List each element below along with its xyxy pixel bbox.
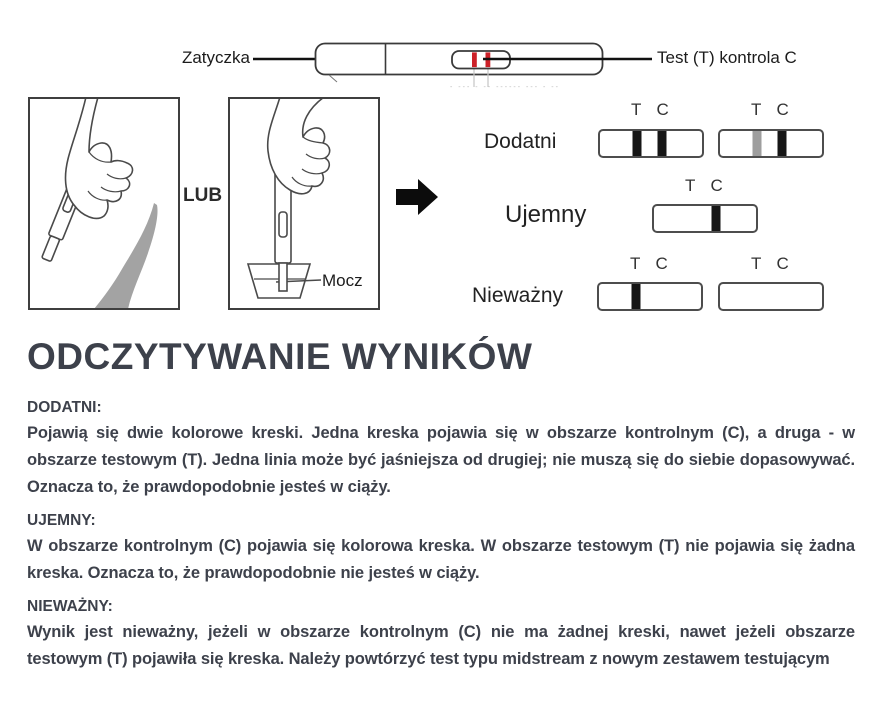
t-label: T bbox=[684, 176, 696, 195]
strip-negative bbox=[652, 204, 758, 233]
section-body-invalid: Wynik jest nieważny, jeżeli w obszarze kontrolnym (C) nie ma żadnej kreski, nawet jeżeli obszarze testowym (T) pojawiła się kreska. Należy powtórzyć test typu midstream z nowym zestawem testującym bbox=[27, 623, 855, 668]
section-body-positive: Pojawią się dwie kolorowe kreski. Jedna kreska pojawia się w obszarze kontrolnym (C), a druga - w obszarze testowym (T). Jedna linia może być jaśniejsza od drugiej; nie muszą się do siebie dopasowywać. Oznacza to, że prawdopodobnie jesteś w ciąży. bbox=[27, 424, 855, 496]
or-label: LUB bbox=[183, 185, 223, 206]
strip-line-c bbox=[778, 131, 787, 156]
t-label: T bbox=[629, 254, 641, 273]
c-label: C bbox=[776, 254, 789, 273]
strip-line-c bbox=[712, 206, 721, 231]
hand-shape bbox=[66, 97, 133, 218]
strip-line-c bbox=[658, 131, 667, 156]
tc-labels bbox=[598, 100, 704, 120]
window-test-line bbox=[472, 52, 477, 67]
section-heading-negative: UJEMNY: bbox=[27, 512, 96, 529]
result-label-positive: Dodatni bbox=[484, 130, 557, 153]
result-label-invalid: Nieważny bbox=[472, 284, 564, 307]
faded-text-artifact: - --- - -- ------ --- - -- bbox=[450, 84, 560, 91]
strip-positive-1 bbox=[598, 129, 704, 158]
c-label: C bbox=[656, 100, 669, 119]
result-label-negative: Ujemny bbox=[505, 201, 587, 228]
page-title: ODCZYTYWANIE WYNIKÓW bbox=[27, 336, 533, 377]
c-label: C bbox=[655, 254, 668, 273]
c-label: C bbox=[710, 176, 723, 195]
window-label: Test (T) kontrola C bbox=[657, 48, 797, 67]
stick-window bbox=[279, 212, 287, 237]
stick-tip bbox=[42, 236, 60, 262]
c-label: C bbox=[776, 100, 789, 119]
t-label: T bbox=[750, 100, 762, 119]
t-label: T bbox=[630, 100, 642, 119]
strip-line-t bbox=[752, 131, 761, 156]
strip-positive-2 bbox=[718, 129, 824, 158]
reading-results-section bbox=[27, 334, 855, 683]
section-heading-positive: DODATNI: bbox=[27, 399, 102, 416]
right-arrow-icon bbox=[396, 176, 440, 218]
t-label: T bbox=[750, 254, 762, 273]
tc-labels bbox=[718, 254, 824, 274]
section-body-negative: W obszarze kontrolnym (C) pojawia się kolorowa kreska. W obszarze testowym (T) nie pojawia się żadna kreska. Oznacza to, że prawdopodobnie nie jesteś w ciąży. bbox=[27, 537, 855, 582]
tc-labels bbox=[597, 254, 703, 274]
strip-line-t bbox=[631, 284, 640, 309]
illustration-urine-stream bbox=[28, 97, 180, 310]
test-device-diagram bbox=[250, 38, 660, 102]
section-heading-invalid: NIEWAŻNY: bbox=[27, 598, 113, 615]
tc-labels bbox=[718, 100, 824, 120]
strip-invalid-1 bbox=[597, 282, 703, 311]
urine-stream-shape bbox=[94, 203, 158, 309]
cap-tick bbox=[329, 75, 337, 82]
strip-invalid-2 bbox=[718, 282, 824, 311]
strip-line-t bbox=[632, 131, 641, 156]
stick-tip bbox=[279, 263, 287, 291]
tc-labels bbox=[652, 176, 758, 196]
urine-label: Mocz bbox=[322, 271, 363, 290]
cap-label: Zatyczka bbox=[181, 48, 250, 67]
